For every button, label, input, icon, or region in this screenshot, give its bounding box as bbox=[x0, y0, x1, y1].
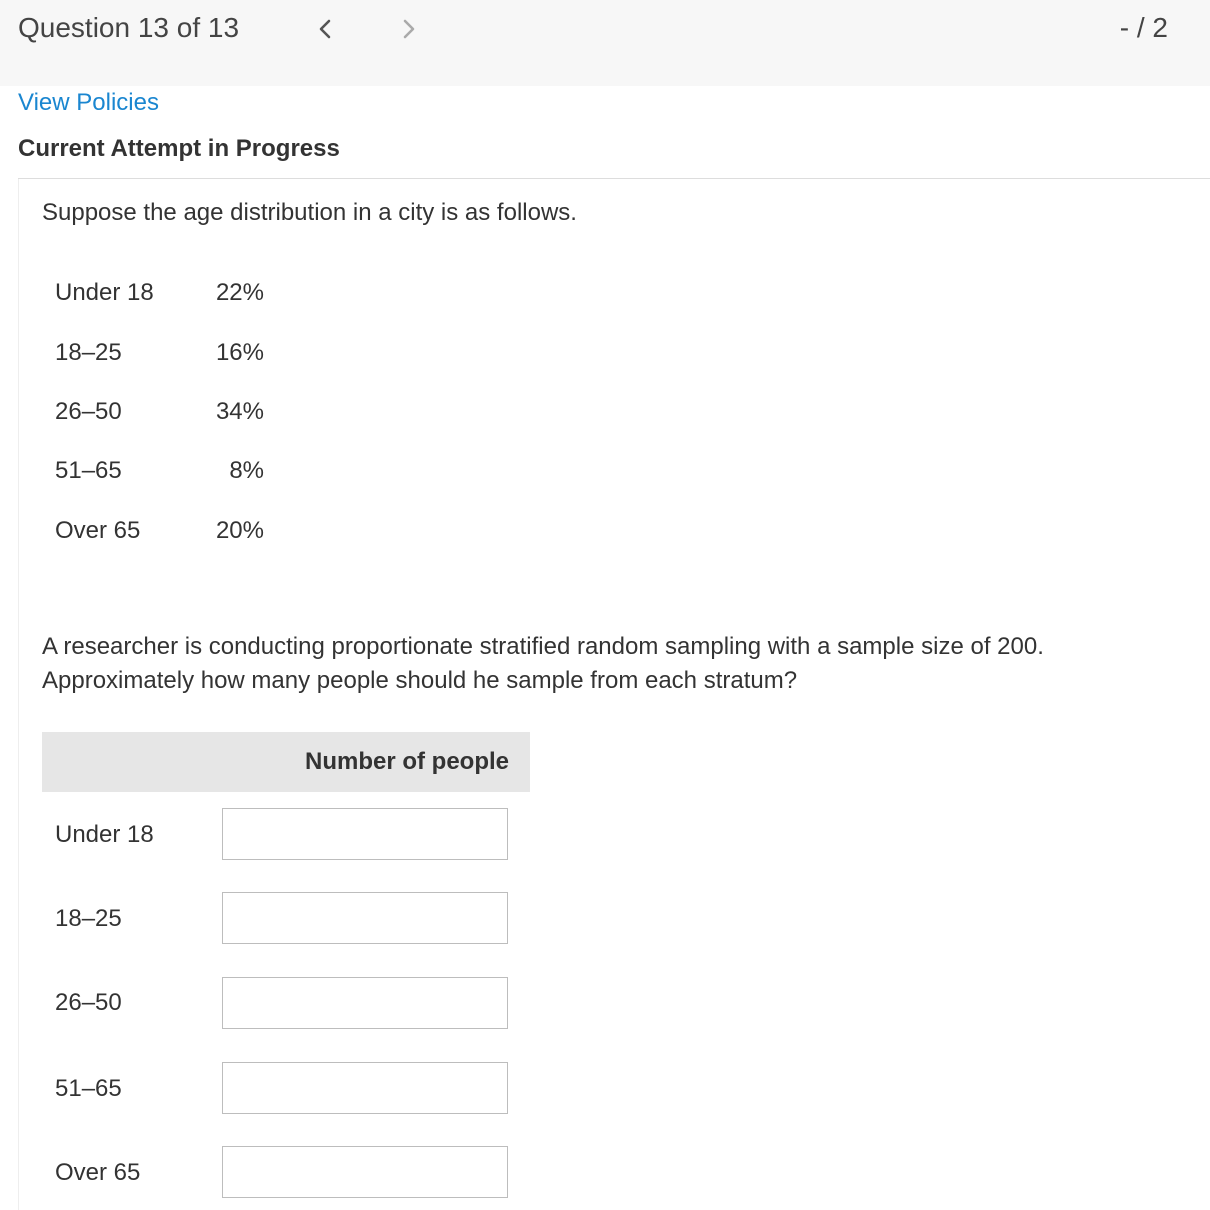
distribution-group: 18–25 bbox=[55, 339, 122, 366]
distribution-group: Under 18 bbox=[55, 279, 154, 306]
previous-question-button[interactable] bbox=[312, 16, 338, 42]
answer-input-26-50[interactable] bbox=[222, 977, 508, 1029]
question-line-1: A researcher is conducting proportionate stratified random sampling with a sample size of 200. bbox=[42, 633, 1044, 660]
answer-row-label: 26–50 bbox=[55, 989, 122, 1016]
distribution-percent: 34% bbox=[215, 398, 264, 425]
distribution-row bbox=[55, 397, 295, 427]
distribution-percent: 20% bbox=[215, 517, 264, 544]
distribution-group: 51–65 bbox=[55, 457, 122, 484]
distribution-group: Over 65 bbox=[55, 517, 141, 544]
score-display: - / 2 bbox=[1119, 12, 1168, 43]
answer-input-18-25[interactable] bbox=[222, 892, 508, 944]
answer-row-label: Over 65 bbox=[55, 1159, 141, 1186]
chevron-left-icon bbox=[317, 18, 333, 40]
distribution-group: 26–50 bbox=[55, 398, 122, 425]
attempt-status: Current Attempt in Progress bbox=[18, 135, 340, 162]
distribution-row bbox=[55, 456, 295, 486]
question-line-2: Approximately how many people should he sample from each stratum? bbox=[42, 667, 798, 694]
answer-input-under-18[interactable] bbox=[222, 808, 508, 860]
question-text bbox=[42, 630, 1182, 698]
question-header bbox=[0, 0, 1210, 86]
view-policies-link[interactable]: View Policies bbox=[18, 89, 159, 116]
question-counter: Question 13 of 13 bbox=[18, 12, 240, 43]
column-header: Number of people bbox=[304, 748, 509, 775]
answer-input-over-65[interactable] bbox=[222, 1146, 508, 1198]
answer-row-label: 18–25 bbox=[55, 905, 122, 932]
answer-row-label: 51–65 bbox=[55, 1075, 122, 1102]
distribution-row bbox=[55, 338, 295, 368]
chevron-right-icon bbox=[401, 18, 417, 40]
problem-intro: Suppose the age distribution in a city is as follows. bbox=[42, 199, 577, 226]
next-question-button[interactable] bbox=[396, 16, 422, 42]
answer-row-label: Under 18 bbox=[55, 821, 154, 848]
distribution-percent: 16% bbox=[215, 339, 264, 366]
answer-table-header bbox=[42, 732, 530, 792]
distribution-percent: 8% bbox=[229, 457, 264, 484]
distribution-row bbox=[55, 516, 295, 546]
distribution-row bbox=[55, 278, 295, 308]
distribution-percent: 22% bbox=[215, 279, 264, 306]
answer-input-51-65[interactable] bbox=[222, 1062, 508, 1114]
